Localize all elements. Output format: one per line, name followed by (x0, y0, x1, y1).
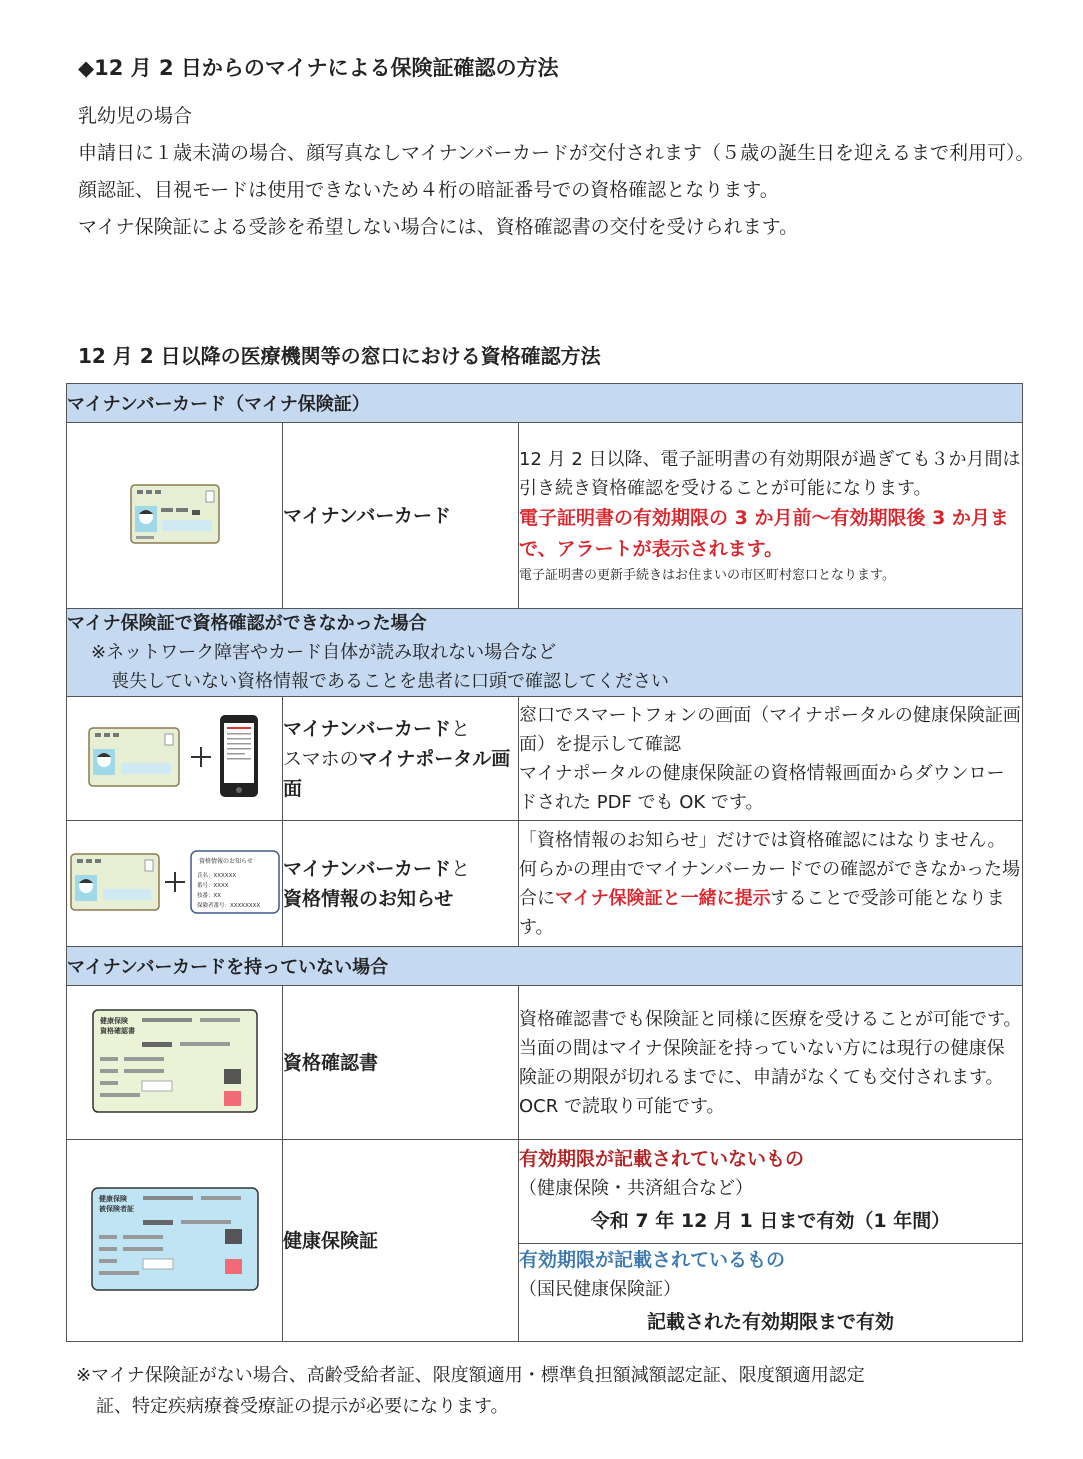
intro-line-1: 乳幼児の場合 (78, 105, 193, 127)
section-header-mynacard (67, 384, 1023, 423)
mynumber-card-image (67, 423, 283, 609)
description-text: 窓口でスマートフォンの画面（マイナポータルの健康保険証画面）を提示して確認 (519, 704, 1021, 755)
section-note: ※ネットワーク障害やカード自体が読み取れない場合など (91, 642, 557, 663)
footnote-line: 証、特定疾病療養受療証の提示が必要になります。 (96, 1396, 509, 1417)
table-row (67, 1140, 1023, 1244)
description-text: マイナポータルの健康保険証の資格情報画面からダウンロードされた PDF でも OK です。 (519, 762, 1005, 813)
health-insurance-card-image (67, 1140, 283, 1342)
with-expiry-value: 記載された有効期限まで有効 (647, 1310, 895, 1333)
notice-line: 番号：XXXX (196, 882, 229, 889)
row-description (519, 1140, 1023, 1244)
footnote-line: ※マイナ保険証がない場合、高齢受給者証、限度額適用・標準負担額減額認定証、限度額適用認定 (76, 1365, 865, 1386)
row-description (519, 697, 1023, 821)
card-text: 健康保険 (98, 1194, 127, 1203)
card-text: 被保険者証 (98, 1204, 134, 1213)
footnote (76, 1360, 1036, 1422)
intro-section (78, 98, 1038, 246)
card-plus-notice-image (67, 821, 283, 947)
intro-line-3: 顔認証、目視モードは使用できないため４桁の暗証番号での資格確認となります。 (78, 179, 779, 201)
section-failure-box (67, 609, 1023, 697)
section-title: マイナンバーカードを持っていない場合 (67, 947, 1023, 986)
no-expiry-title: 有効期限が記載されていないもの (519, 1147, 805, 1170)
row-label: マイナンバーカードと 資格情報のお知らせ (283, 821, 519, 947)
notice-line: 氏名：XXXXXX (196, 872, 236, 879)
card-text: 資格確認書 (99, 1026, 135, 1035)
row-description: 「資格情報のお知らせ」だけでは資格確認にはなりません。何らかの理由でマイナンバーカードでの確認ができなかった場合にマイナ保険証と一緒に提示することで受診可能となります。 (519, 821, 1023, 947)
notice-line: 枝番：XX (196, 892, 221, 899)
row-label: マイナンバーカード (283, 423, 519, 609)
with-expiry-subtitle: （国民健康保険証） (519, 1278, 681, 1300)
verification-table (66, 383, 1023, 1342)
section-header-no-card (67, 947, 1023, 986)
card-text: 健康保険 (99, 1016, 128, 1025)
table-row (67, 986, 1023, 1140)
notice-line: 保険者番号：XXXXXXXX (196, 902, 260, 909)
no-expiry-subtitle: （健康保険・共済組合など） (519, 1177, 753, 1199)
page-heading: ◆12 月 2 日からのマイナによる保険証確認の方法 (78, 56, 559, 80)
section-note: 喪失していない資格情報であることを患者に口頭で確認してください (111, 671, 669, 692)
qualification-certificate-image (67, 986, 283, 1140)
no-expiry-value: 令和 7 年 12 月 1 日まで有効（1 年間） (590, 1209, 951, 1232)
row-label: 健康保険証 (283, 1140, 519, 1342)
section-title: マイナ保険証で資格確認ができなかった場合 (67, 613, 427, 634)
notice-title: 資格情報のお知らせ (198, 857, 253, 865)
table-row (67, 423, 1023, 609)
row-description (519, 1244, 1023, 1342)
intro-line-2: 申請日に１歳未満の場合、顔写真なしマイナンバーカードが交付されます（５歳の誕生日を迎えるまで利用可）。 (78, 142, 1035, 164)
card-plus-phone-image (67, 697, 283, 821)
row-description (519, 423, 1023, 609)
row-label: 資格確認書 (283, 986, 519, 1140)
renewal-note: 電子証明書の更新手続きはお住まいの市区町村窓口となります。 (519, 567, 895, 583)
table-row (67, 697, 1023, 821)
description-text: 資格確認書でも保険証と同様に医療を受けることが可能です。当面の間はマイナ保険証を持っていない方には現行の健康保険証の期限が切れるまでに、申請がなくても交付されます。OCR で読取り可能です。 (519, 1008, 1022, 1117)
description-text: 12 月 2 日以降、電子証明書の有効期限が過ぎても３か月間は引き続き資格確認を受けることが可能になります。 (519, 448, 1021, 499)
with-expiry-title: 有効期限が記載されているもの (519, 1248, 786, 1271)
intro-line-4: マイナ保険証による受診を希望しない場合には、資格確認書の交付を受けられます。 (78, 216, 799, 238)
table-row (67, 821, 1023, 947)
table-title: 12 月 2 日以降の医療機関等の窓口における資格確認方法 (78, 344, 601, 368)
row-label: マイナンバーカードと スマホのマイナポータル画面 (283, 697, 519, 821)
section-title: マイナンバーカード（マイナ保険証） (67, 384, 1023, 423)
section-header-failure (67, 609, 1023, 697)
alert-text: 電子証明書の有効期限の 3 か月前～有効期限後 3 か月まで、アラートが表示されます。 (519, 506, 1009, 560)
row-description (519, 986, 1023, 1140)
highlight-text: マイナ保険証と一緒に提示 (555, 887, 771, 909)
